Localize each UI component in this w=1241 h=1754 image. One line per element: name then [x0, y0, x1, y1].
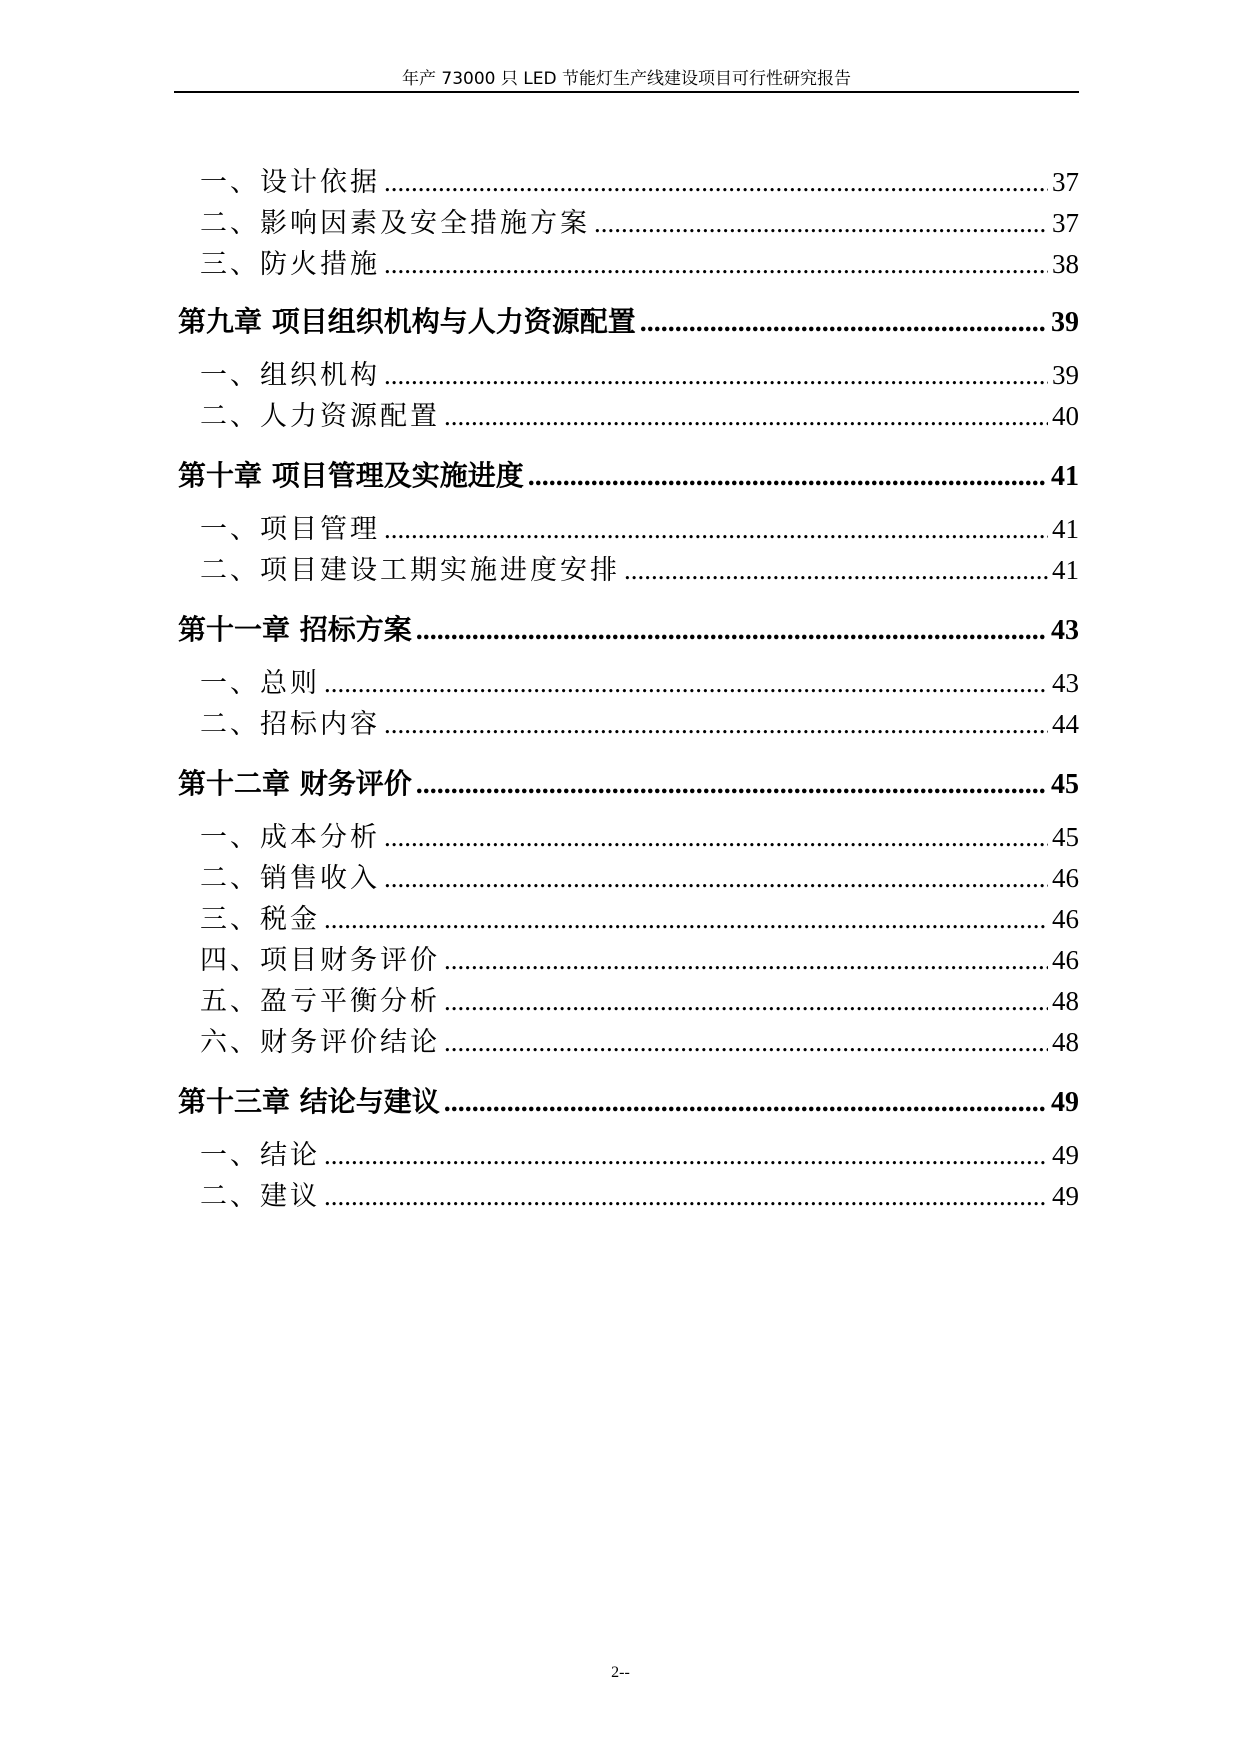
toc-dot-leader [384, 360, 1048, 391]
toc-page-number: 43 [1051, 615, 1079, 646]
toc-page-number: 46 [1052, 945, 1079, 975]
toc-dot-leader [416, 769, 1047, 801]
toc-page-number: 44 [1052, 709, 1079, 739]
toc-chapter-entry[interactable] [178, 300, 1079, 340]
toc-entry-title: 一、项目管理 [200, 514, 380, 545]
toc-section-entry[interactable] [178, 1174, 1079, 1213]
toc-entry-title: 六、财务评价结论 [200, 1027, 440, 1058]
toc-dot-leader [384, 863, 1048, 894]
toc-page-number: 45 [1052, 822, 1079, 852]
toc-entry-title: 四、项目财务评价 [200, 945, 440, 976]
toc-chapter-entry[interactable] [178, 1080, 1079, 1120]
toc-section-entry[interactable] [178, 702, 1079, 741]
toc-entry-title: 第九章 项目组织机构与人力资源配置 [178, 305, 636, 338]
toc-dot-leader [444, 1027, 1048, 1058]
toc-entry-title: 二、影响因素及安全措施方案 [200, 208, 590, 239]
toc-entry-title: 一、成本分析 [200, 822, 380, 853]
toc-section-entry[interactable] [178, 548, 1079, 587]
toc-dot-leader [324, 668, 1048, 699]
toc-entry-title: 一、设计依据 [200, 167, 380, 198]
toc-section-entry[interactable] [178, 1133, 1079, 1172]
toc-page-number: 49 [1051, 1087, 1079, 1118]
toc-dot-leader [416, 615, 1047, 647]
toc-page-number: 41 [1052, 514, 1079, 544]
toc-dot-leader [444, 1087, 1047, 1119]
toc-page-number: 41 [1051, 461, 1079, 492]
toc-entry-title: 二、销售收入 [200, 863, 380, 894]
toc-page-number: 43 [1052, 668, 1079, 698]
toc-page-number: 39 [1051, 307, 1079, 338]
running-header: 年产 73000 只 LED 节能灯生产线建设项目可行性研究报告 [402, 69, 851, 89]
toc-entry-title: 三、税金 [200, 904, 320, 935]
toc-entry-title: 一、组织机构 [200, 360, 380, 391]
toc-page-number: 49 [1052, 1140, 1079, 1170]
toc-entry-title: 第十二章 财务评价 [178, 767, 412, 800]
toc-dot-leader [384, 709, 1048, 740]
toc-section-entry[interactable] [178, 979, 1079, 1018]
toc-dot-leader [444, 945, 1048, 976]
toc-page-number: 39 [1052, 360, 1079, 390]
toc-page-number: 37 [1052, 208, 1079, 238]
toc-dot-leader [384, 167, 1048, 198]
toc-page-number: 40 [1052, 401, 1079, 431]
page-number: 2-- [611, 1664, 630, 1681]
toc-dot-leader [528, 461, 1047, 493]
toc-section-entry[interactable] [178, 1020, 1079, 1059]
toc-section-entry[interactable] [178, 353, 1079, 392]
toc-page-number: 48 [1052, 986, 1079, 1016]
toc-section-entry[interactable] [178, 938, 1079, 977]
header-rule [174, 91, 1079, 93]
toc-entry-title: 一、总则 [200, 668, 320, 699]
toc-entry-title: 三、防火措施 [200, 249, 380, 280]
toc-section-entry[interactable] [178, 507, 1079, 546]
toc-dot-leader [384, 249, 1048, 280]
toc-section-entry[interactable] [178, 661, 1079, 700]
toc-page-number: 46 [1052, 863, 1079, 893]
toc-chapter-entry[interactable] [178, 454, 1079, 494]
toc-page-number: 38 [1052, 249, 1079, 279]
toc-page-number: 49 [1052, 1181, 1079, 1211]
toc-page-number: 37 [1052, 167, 1079, 197]
toc-dot-leader [444, 986, 1048, 1017]
toc-dot-leader [324, 1140, 1048, 1171]
toc-section-entry[interactable] [178, 897, 1079, 936]
toc-section-entry[interactable] [178, 856, 1079, 895]
toc-entry-title: 二、建议 [200, 1181, 320, 1212]
toc-dot-leader [384, 822, 1048, 853]
toc-entry-title: 二、人力资源配置 [200, 401, 440, 432]
toc-entry-title: 第十三章 结论与建议 [178, 1085, 440, 1118]
toc-page-number: 41 [1052, 555, 1079, 585]
toc-dot-leader [624, 555, 1048, 586]
toc-dot-leader [324, 904, 1048, 935]
toc-dot-leader [444, 401, 1048, 432]
toc-page-number: 45 [1051, 769, 1079, 800]
toc-entry-title: 第十章 项目管理及实施进度 [178, 459, 524, 492]
toc-entry-title: 一、结论 [200, 1140, 320, 1171]
toc-dot-leader [384, 514, 1048, 545]
toc-entry-title: 二、项目建设工期实施进度安排 [200, 555, 620, 586]
toc-page-number: 46 [1052, 904, 1079, 934]
toc-section-entry[interactable] [178, 394, 1079, 433]
toc-page-number: 48 [1052, 1027, 1079, 1057]
toc-dot-leader [640, 307, 1047, 339]
toc-dot-leader [324, 1181, 1048, 1212]
toc-dot-leader [594, 208, 1048, 239]
toc-section-entry[interactable] [178, 160, 1079, 199]
toc-section-entry[interactable] [178, 242, 1079, 281]
toc-section-entry[interactable] [178, 815, 1079, 854]
toc-entry-title: 五、盈亏平衡分析 [200, 986, 440, 1017]
toc-entry-title: 二、招标内容 [200, 709, 380, 740]
toc-section-entry[interactable] [178, 201, 1079, 240]
toc-entry-title: 第十一章 招标方案 [178, 613, 412, 646]
toc-chapter-entry[interactable] [178, 762, 1079, 802]
toc-chapter-entry[interactable] [178, 608, 1079, 648]
